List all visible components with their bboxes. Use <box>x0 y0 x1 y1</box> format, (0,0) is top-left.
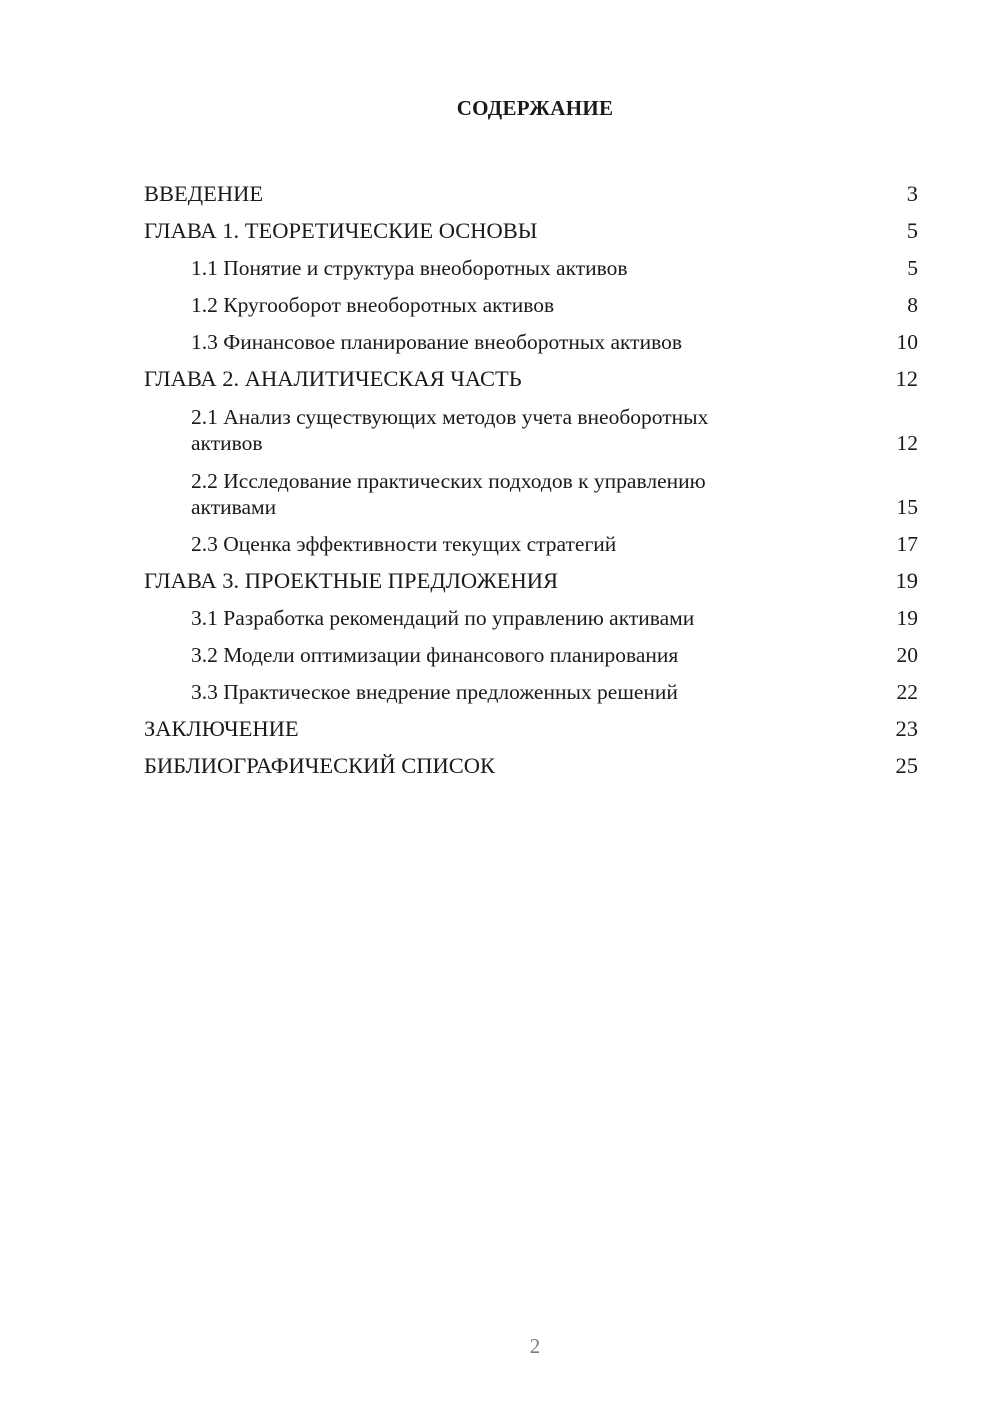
toc-entry-page: 23 <box>895 716 918 741</box>
toc-entry-section-1-2 <box>144 281 918 318</box>
toc-entry-label: ГЛАВА 1. ТЕОРЕТИЧЕСКИЕ ОСНОВЫ <box>144 218 538 243</box>
toc-entry-label: 1.1 Понятие и структура внеоборотных активов <box>191 256 628 280</box>
toc-entry-section-2-3 <box>144 520 918 557</box>
toc-entry-section-3-2 <box>144 631 918 668</box>
toc-entry-chapter-3 <box>144 557 918 594</box>
toc-entry-label: ВВЕДЕНИЕ <box>144 181 264 206</box>
toc-entry-page: 19 <box>895 568 918 593</box>
toc-entry-label: 1.2 Кругооборот внеоборотных активов <box>191 293 555 317</box>
toc-entry-label: 2.2 Исследование практических подходов к управлению активами <box>191 469 706 519</box>
toc-entry-page: 3 <box>906 181 918 206</box>
toc-entry-chapter-2 <box>144 355 918 392</box>
toc-entry-section-3-1 <box>144 594 918 631</box>
toc-entry-chapter-1 <box>144 207 918 244</box>
toc-entry-bibliography <box>144 742 918 779</box>
toc-entry-page: 22 <box>896 680 918 704</box>
toc-entry-page: 17 <box>896 532 918 556</box>
page-number: 2 <box>529 1334 541 1358</box>
toc-entry-page: 19 <box>896 606 918 630</box>
toc-entry-section-1-1 <box>144 244 918 281</box>
toc-entry-page: 12 <box>896 431 918 455</box>
toc-entry-label: БИБЛИОГРАФИЧЕСКИЙ СПИСОК <box>144 753 496 778</box>
toc-entry-introduction <box>144 170 918 207</box>
toc-entry-section-2-2 <box>144 456 918 520</box>
toc-entry-label: 2.1 Анализ существующих методов учета внеоборотных активов <box>191 405 709 455</box>
toc-entry-label: 3.2 Модели оптимизации финансового планирования <box>191 643 679 667</box>
toc-entry-page: 5 <box>907 256 918 280</box>
toc-entry-label: 2.3 Оценка эффективности текущих стратегий <box>191 532 617 556</box>
toc-entry-label: ГЛАВА 2. АНАЛИТИЧЕСКАЯ ЧАСТЬ <box>144 366 522 391</box>
toc-entry-conclusion <box>144 705 918 742</box>
table-of-contents <box>144 170 918 779</box>
toc-entry-label: 3.3 Практическое внедрение предложенных решений <box>191 680 678 704</box>
toc-entry-section-1-3 <box>144 318 918 355</box>
toc-entry-section-2-1 <box>144 392 918 456</box>
toc-entry-page: 15 <box>896 495 918 519</box>
toc-entry-page: 10 <box>896 330 918 354</box>
toc-entry-label: 3.1 Разработка рекомендаций по управлению активами <box>191 606 695 630</box>
toc-entry-label: ЗАКЛЮЧЕНИЕ <box>144 716 299 741</box>
toc-entry-section-3-3 <box>144 668 918 705</box>
toc-entry-page: 20 <box>896 643 918 667</box>
toc-entry-page: 5 <box>906 218 918 243</box>
toc-entry-label: ГЛАВА 3. ПРОЕКТНЫЕ ПРЕДЛОЖЕНИЯ <box>144 568 559 593</box>
page-title: СОДЕРЖАНИЕ <box>456 96 614 120</box>
toc-entry-page: 8 <box>907 293 918 317</box>
toc-entry-page: 25 <box>895 753 918 778</box>
toc-entry-label: 1.3 Финансовое планирование внеоборотных активов <box>191 330 682 354</box>
toc-entry-page: 12 <box>895 366 918 391</box>
